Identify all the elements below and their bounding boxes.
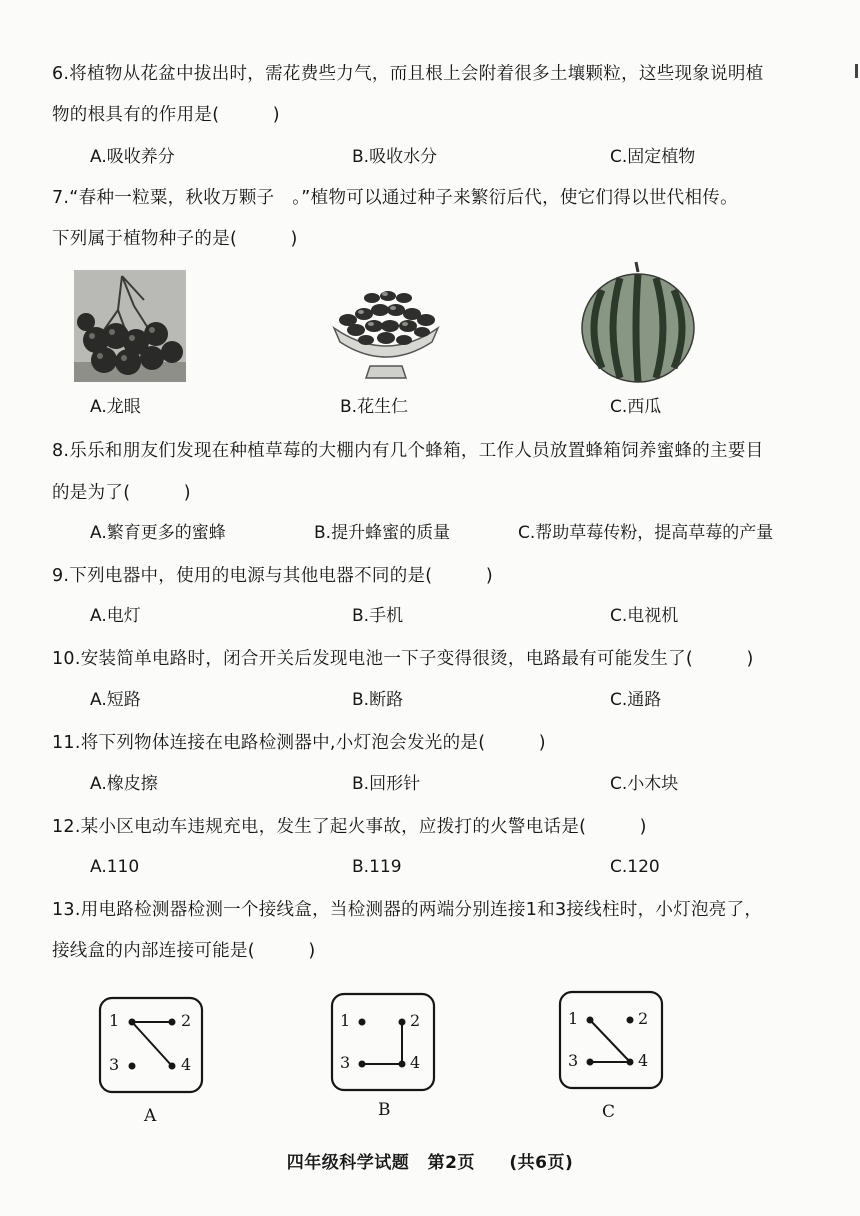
option-c[interactable]: C.帮助草莓传粉，提高草莓的产量	[518, 523, 774, 543]
watermelon-image	[580, 258, 696, 384]
option-c[interactable]: C.电视机	[610, 606, 679, 626]
question-9-line-1: 9.下列电器中，使用的电源与其他电器不同的是( )	[52, 566, 493, 586]
terminal-3: 3	[109, 1055, 120, 1074]
question-6-options	[90, 142, 850, 172]
option-b[interactable]: B.回形针	[352, 774, 421, 794]
footer-page-number: 第2页	[427, 1153, 475, 1173]
option-c[interactable]: C.通路	[610, 690, 662, 710]
option-a[interactable]: A.繁育更多的蜜蜂	[90, 523, 226, 543]
question-6-line-1: 6.将植物从花盆中拔出时，需花费些力气，而且根上会附着很多土壤颗粒，这些现象说明植	[52, 64, 764, 84]
question-9-options	[90, 601, 850, 631]
page-edge-mark	[855, 64, 858, 78]
option-c[interactable]: C.小木块	[610, 774, 679, 794]
page-footer	[0, 1148, 860, 1173]
terminal-4: 4	[410, 1053, 421, 1072]
terminal-2: 2	[638, 1009, 649, 1028]
footer-subject: 四年级科学试题	[286, 1153, 410, 1173]
terminal-3: 3	[340, 1053, 351, 1072]
question-7-line-1: 7.“春种一粒粟，秋收万颗子 。”植物可以通过种子来繁衍后代，使它们得以世代相传。	[52, 188, 738, 208]
option-c[interactable]: C.固定植物	[610, 147, 696, 167]
option-a[interactable]: A.短路	[90, 690, 141, 710]
option-a[interactable]: A.橡皮擦	[90, 774, 158, 794]
junction-box-a[interactable]	[98, 996, 204, 1094]
terminal-4: 4	[638, 1051, 649, 1070]
terminal-2: 2	[410, 1011, 421, 1030]
option-c[interactable]: C.西瓜	[610, 397, 662, 417]
terminal-1: 1	[568, 1009, 579, 1028]
option-a[interactable]: A.龙眼	[90, 397, 141, 417]
question-6-line-2: 物的根具有的作用是( )	[52, 105, 280, 125]
question-7-line-2: 下列属于植物种子的是( )	[52, 229, 298, 249]
question-11-line-1: 11.将下列物体连接在电路检测器中,小灯泡会发光的是( )	[52, 733, 546, 753]
peanut-bowl-image	[328, 268, 444, 384]
question-13-line-1: 13.用电路检测器检测一个接线盒，当检测器的两端分别连接1和3接线柱时，小灯泡亮了，	[52, 900, 763, 920]
junction-box-b[interactable]	[330, 992, 436, 1092]
junction-box-b-frame	[330, 992, 436, 1092]
junction-box-a-label: A	[144, 1106, 157, 1126]
junction-box-b-label: B	[378, 1100, 391, 1120]
option-a[interactable]: A.吸收养分	[90, 147, 175, 167]
question-13-line-2: 接线盒的内部连接可能是( )	[52, 941, 316, 961]
question-8-line-2: 的是为了( )	[52, 483, 191, 503]
option-b[interactable]: B.断路	[352, 690, 404, 710]
option-b[interactable]: B.手机	[352, 606, 404, 626]
question-8-options	[90, 518, 850, 548]
terminal-4: 4	[181, 1055, 192, 1074]
longan-image	[74, 270, 186, 382]
junction-box-c-label: C	[602, 1102, 616, 1122]
terminal-1: 1	[340, 1011, 351, 1030]
question-12-options	[90, 852, 850, 882]
junction-box-c[interactable]	[558, 990, 664, 1090]
option-b[interactable]: B.花生仁	[340, 397, 409, 417]
option-a[interactable]: A.110	[90, 857, 140, 877]
question-12-line-1: 12.某小区电动车违规充电，发生了起火事故，应拨打的火警电话是( )	[52, 817, 647, 837]
question-11-options	[90, 769, 850, 799]
question-10-options	[90, 685, 850, 715]
terminal-3: 3	[568, 1051, 579, 1070]
question-7-options	[90, 392, 850, 422]
terminal-1: 1	[109, 1011, 120, 1030]
option-b[interactable]: B.提升蜂蜜的质量	[314, 523, 451, 543]
terminal-2: 2	[181, 1011, 192, 1030]
option-b[interactable]: B.吸收水分	[352, 147, 438, 167]
junction-box-c-frame	[558, 990, 664, 1090]
option-c[interactable]: C.120	[610, 857, 660, 877]
footer-total-pages: (共6页)	[509, 1153, 574, 1173]
question-10-line-1: 10.安装简单电路时，闭合开关后发现电池一下子变得很烫，电路最有可能发生了( )	[52, 649, 754, 669]
option-a[interactable]: A.电灯	[90, 606, 141, 626]
option-b[interactable]: B.119	[352, 857, 402, 877]
question-8-line-1: 8.乐乐和朋友们发现在种植草莓的大棚内有几个蜂箱，工作人员放置蜂箱饲养蜜蜂的主要目	[52, 441, 764, 461]
